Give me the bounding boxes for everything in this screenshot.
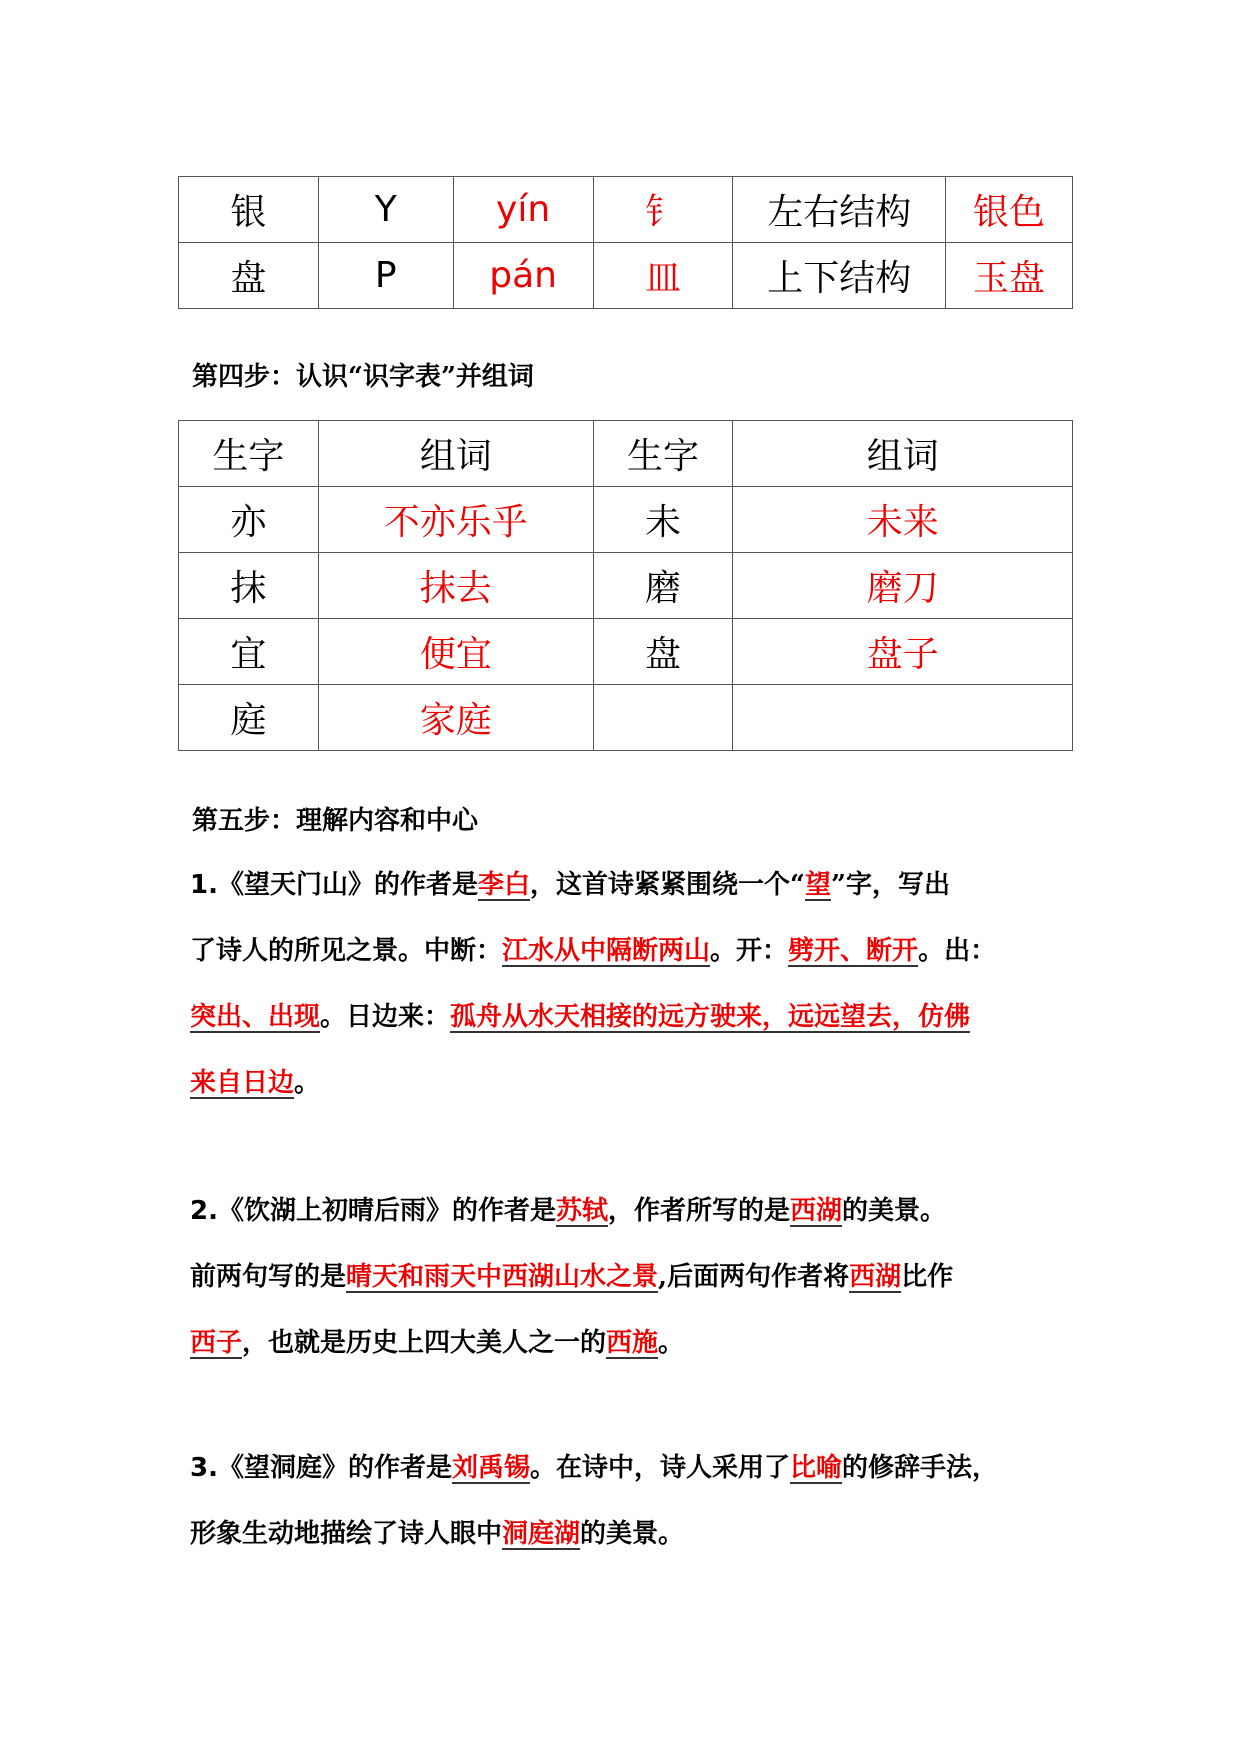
column-header: 组词 <box>733 421 1073 487</box>
character-cell: 亦 <box>179 487 319 553</box>
text: 《望洞庭》的作者是 <box>217 1453 452 1483</box>
word-cell <box>733 685 1073 751</box>
character-cell: 银 <box>179 177 319 243</box>
word-cell: 磨刀 <box>733 553 1073 619</box>
column-header: 生字 <box>593 421 733 487</box>
answer: 江水从中隔断两山 <box>502 936 711 966</box>
word-cell: 不亦乐乎 <box>318 487 593 553</box>
column-header: 生字 <box>179 421 319 487</box>
answer: 苏轼 <box>555 1196 608 1226</box>
word-cell: 家庭 <box>318 685 593 751</box>
text: 。 <box>294 1068 321 1098</box>
answer: 西施 <box>606 1328 659 1358</box>
item-number: 2. <box>190 1196 218 1226</box>
answer: 突出、出现 <box>190 1002 321 1032</box>
character-cell: 未 <box>593 487 733 553</box>
answer: 孤舟从水天相接的远方驶来，远远望去，仿佛 <box>450 1002 971 1032</box>
text: ，也就是历史上四大美人之一的 <box>242 1328 607 1358</box>
text: 的美景。 <box>842 1196 947 1226</box>
answer: 刘禹锡 <box>451 1453 530 1483</box>
step4-title: 第四步：认识“识字表”并组词 <box>192 362 534 392</box>
paragraph-1 <box>190 852 1070 1116</box>
character-cell: 盘 <box>593 619 733 685</box>
word-cell: 玉盘 <box>946 243 1073 309</box>
text: 形象生动地描绘了诗人眼中 <box>190 1519 503 1549</box>
table-row <box>179 619 1073 685</box>
character-cell: 抹 <box>179 553 319 619</box>
structure-cell: 左右结构 <box>733 177 946 243</box>
text: 前两句写的是 <box>190 1262 347 1292</box>
paragraph-3 <box>190 1435 1070 1567</box>
answer: 西湖 <box>790 1196 843 1226</box>
character-cell: 磨 <box>593 553 733 619</box>
text: 比作 <box>901 1262 954 1292</box>
text: ，这首诗紧紧围绕一个“ <box>530 870 805 900</box>
table-row <box>179 177 1073 243</box>
table-header-row <box>179 421 1073 487</box>
text: 。出： <box>918 936 997 966</box>
text: 。 <box>658 1328 685 1358</box>
text: 《饮湖上初晴后雨》的作者是 <box>217 1196 556 1226</box>
word-building-table <box>178 420 1073 751</box>
word-cell: 未来 <box>733 487 1073 553</box>
paragraph-2 <box>190 1178 1070 1376</box>
table-row <box>179 243 1073 309</box>
structure-cell: 上下结构 <box>733 243 946 309</box>
word-cell: 银色 <box>946 177 1073 243</box>
character-cell: 宜 <box>179 619 319 685</box>
word-cell: 便宜 <box>318 619 593 685</box>
text: ”字，写出 <box>830 870 950 900</box>
item-number: 1. <box>190 870 218 900</box>
text: 的美景。 <box>580 1519 685 1549</box>
character-info-table <box>178 176 1073 309</box>
answer: 西子 <box>190 1328 243 1358</box>
radical-cell: 皿 <box>593 243 733 309</box>
text: 。在诗中，诗人采用了 <box>530 1453 791 1483</box>
character-cell: 盘 <box>179 243 319 309</box>
character-cell <box>593 685 733 751</box>
text: ，作者所写的是 <box>608 1196 791 1226</box>
pinyin-cell: pán <box>453 243 593 309</box>
answer: 晴天和雨天中西湖山水之景 <box>346 1262 659 1292</box>
table-row <box>179 487 1073 553</box>
word-cell: 盘子 <box>733 619 1073 685</box>
word-cell: 抹去 <box>318 553 593 619</box>
radical-cell: 钅 <box>593 177 733 243</box>
pinyin-cell: yín <box>453 177 593 243</box>
text: 了诗人的所见之景。中断： <box>190 936 503 966</box>
text: 《望天门山》的作者是 <box>217 870 478 900</box>
text: 。日边来： <box>320 1002 451 1032</box>
answer: 望 <box>804 870 831 900</box>
answer: 劈开、断开 <box>788 936 919 966</box>
text: 的修辞手法， <box>842 1453 999 1483</box>
answer: 比喻 <box>790 1453 843 1483</box>
initial-cell: Y <box>318 177 453 243</box>
answer: 李白 <box>477 870 530 900</box>
item-number: 3. <box>190 1453 218 1483</box>
answer: 西湖 <box>849 1262 902 1292</box>
table-row <box>179 685 1073 751</box>
answer: 来自日边 <box>190 1068 295 1098</box>
text: ,后面两句作者将 <box>658 1262 850 1292</box>
initial-cell: P <box>318 243 453 309</box>
step5-title: 第五步：理解内容和中心 <box>192 806 479 836</box>
column-header: 组词 <box>318 421 593 487</box>
character-cell: 庭 <box>179 685 319 751</box>
text: 。开： <box>710 936 789 966</box>
table-row <box>179 553 1073 619</box>
answer: 洞庭湖 <box>502 1519 581 1549</box>
